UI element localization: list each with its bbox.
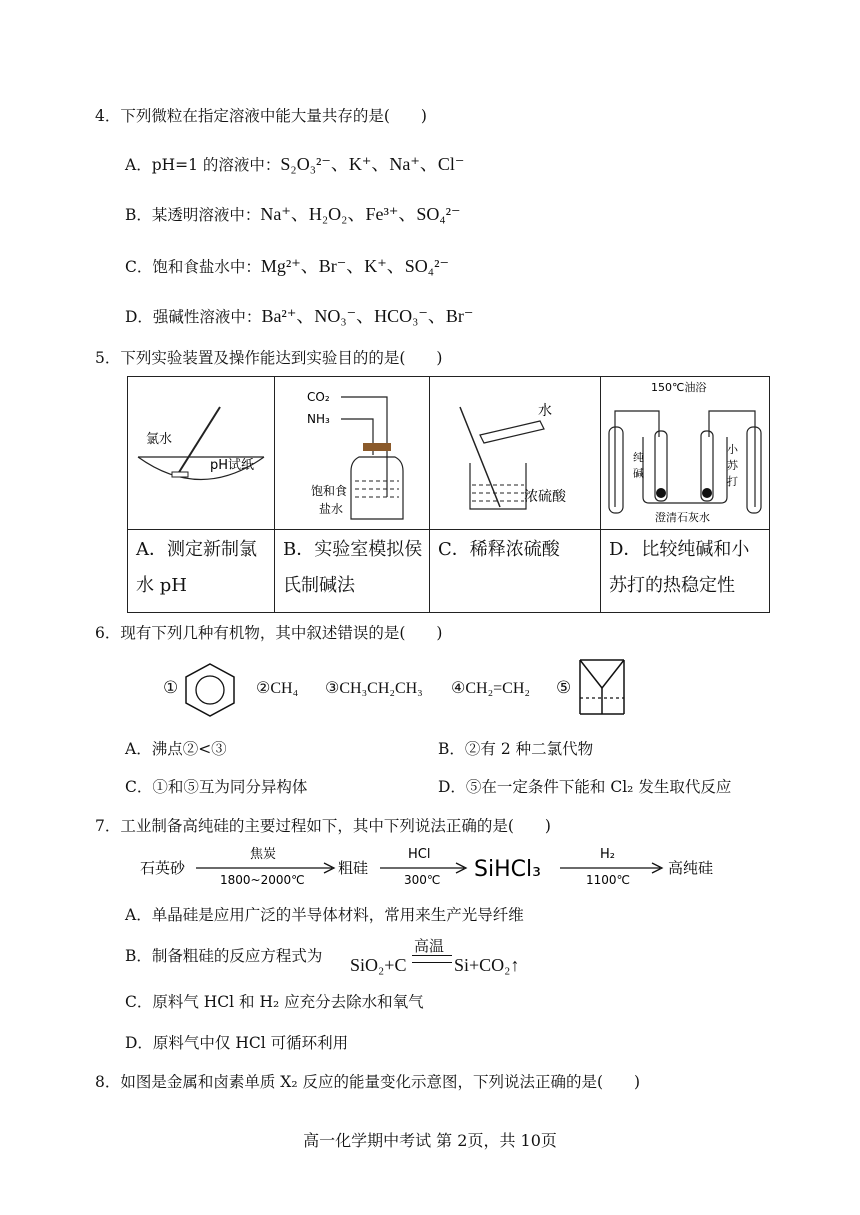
q6-option-c: C．①和⑤互为同分异构体 [125, 778, 308, 796]
label-co2: CO₂ [307, 390, 330, 404]
flow-cond2-top: HCl [408, 847, 431, 862]
bottle [351, 457, 403, 519]
q6-option-d: D．⑤在一定条件下能和 Cl₂ 发生取代反应 [438, 778, 732, 796]
q7-b-condition: 高温 [414, 937, 445, 955]
stopper [363, 443, 391, 451]
flow-quartz: 石英砂 [140, 859, 186, 877]
flow-cond1-top: 焦炭 [250, 847, 277, 862]
q7-option-a: A．单晶硅是应用广泛的半导体材料，常用来生产光导纤维 [125, 906, 524, 924]
q7-b-reactants: SiO₂+C [350, 955, 407, 975]
q6-option-b: B．②有 2 种二氯代物 [438, 740, 594, 758]
label-baking-3: 打 [727, 475, 738, 488]
label-oil-bath: 150℃油浴 [651, 381, 707, 394]
q4-stem: 4．下列微粒在指定溶液中能大量共存的是( ) [95, 107, 427, 125]
label-chlorine-water: 氯水 [146, 432, 173, 447]
flow-sihcl3: SiHCl₃ [474, 857, 541, 882]
label-conc-sulfuric: 浓硫酸 [524, 489, 566, 505]
caption-a: A．测定新制氯水 pH [128, 530, 275, 613]
q7-b-equals-sign [412, 955, 452, 963]
benzene-structure [182, 660, 238, 720]
caption-d: D．比较纯碱和小苏打的热稳定性 [601, 530, 770, 613]
apparatus-d [601, 377, 770, 530]
apparatus-c [430, 377, 601, 530]
q6-item3: ③CH₃CH₂CH₃ [325, 680, 423, 697]
q6-item1-marker: ① [163, 678, 179, 698]
q4-a-ions: S₂O₃²⁻、K⁺、Na⁺、Cl⁻ [280, 154, 465, 174]
q5-stem: 5．下列实验装置及操作能达到实验目的的是( ) [95, 349, 443, 367]
q4-option-d [125, 302, 473, 328]
stir-rod [460, 407, 500, 507]
q8-stem: 8．如图是金属和卤素单质 X₂ 反应的能量变化示意图，下列说法正确的是( ) [95, 1073, 641, 1091]
q4-b-prefix: B．某透明溶液中： [125, 206, 261, 224]
q7-option-c: C．原料气 HCl 和 H₂ 应充分去除水和氧气 [125, 993, 424, 1011]
evaporating-dish-diagram [128, 377, 274, 525]
apparatus-a [128, 377, 275, 530]
left-test-tube [609, 427, 623, 513]
graduated-cylinder [480, 421, 544, 443]
q4-b-ions: Na⁺、H₂O₂、Fe³⁺、SO₄²⁻ [260, 204, 461, 224]
label-baking-2: 苏 [727, 459, 738, 472]
thermal-stability-diagram [601, 377, 769, 525]
label-saturated: 饱和食 [311, 484, 348, 498]
silicon-flow-diagram [140, 842, 780, 890]
gas-bottle-diagram [275, 377, 429, 525]
q7-option-b [125, 944, 322, 966]
flow-cond3-top: H₂ [600, 847, 615, 862]
q4-c-prefix: C．饱和食盐水中： [125, 258, 261, 276]
label-water: 水 [538, 403, 552, 419]
caption-c: C．稀释浓硫酸 [430, 530, 601, 613]
label-soda-2: 碱 [633, 467, 644, 480]
label-nh3: NH₃ [307, 412, 330, 426]
q7-b-products: Si+CO₂↑ [454, 955, 520, 975]
q5-apparatus-table [127, 376, 770, 613]
flow-crude-si: 粗硅 [338, 859, 369, 877]
label-ph-paper: pH试纸 [210, 458, 255, 473]
q4-d-prefix: D．强碱性溶液中： [125, 308, 262, 326]
flow-pure-si: 高纯硅 [668, 859, 714, 877]
right-test-tube [747, 427, 761, 513]
flow-cond2-bottom: 300℃ [404, 873, 441, 887]
q6-item2: ②CH₄ [256, 680, 299, 697]
q6-item4: ④CH₂=CH₂ [451, 680, 530, 697]
q7-stem: 7．工业制备高纯硅的主要过程如下，其中下列说法正确的是( ) [95, 817, 551, 835]
q6-item5-marker: ⑤ [556, 678, 572, 698]
flow-cond1-bottom: 1800~2000℃ [220, 873, 305, 887]
page-footer: 高一化学期中考试 第 2页，共 10页 [303, 1131, 557, 1150]
caption-b: B．实验室模拟侯氏制碱法 [275, 530, 430, 613]
label-limewater: 澄清石灰水 [655, 511, 710, 524]
label-soda-1: 纯 [633, 451, 644, 464]
apparatus-b [275, 377, 430, 530]
q6-stem: 6．现有下列几种有机物，其中叙述错误的是( ) [95, 624, 443, 642]
q4-option-b [125, 200, 461, 226]
q4-a-prefix: A．pH=1 的溶液中： [125, 156, 281, 174]
ph-paper [172, 472, 188, 477]
q7-option-d: D．原料气中仅 HCl 可循环利用 [125, 1034, 349, 1052]
q7-b-prefix: B．制备粗硅的反应方程式为 [125, 947, 323, 965]
prismane-structure [576, 654, 628, 720]
q4-option-a [125, 150, 464, 176]
q4-option-c [125, 252, 449, 278]
label-brine: 盐水 [319, 502, 344, 516]
label-baking-1: 小 [727, 443, 738, 456]
q4-d-ions: Ba²⁺、NO₃⁻、HCO₃⁻、Br⁻ [261, 306, 474, 326]
q6-option-a: A．沸点②<③ [125, 740, 227, 758]
q4-c-ions: Mg²⁺、Br⁻、K⁺、SO₄²⁻ [260, 256, 449, 276]
flow-cond3-bottom: 1100℃ [586, 873, 631, 887]
beaker-diagram [430, 377, 600, 525]
